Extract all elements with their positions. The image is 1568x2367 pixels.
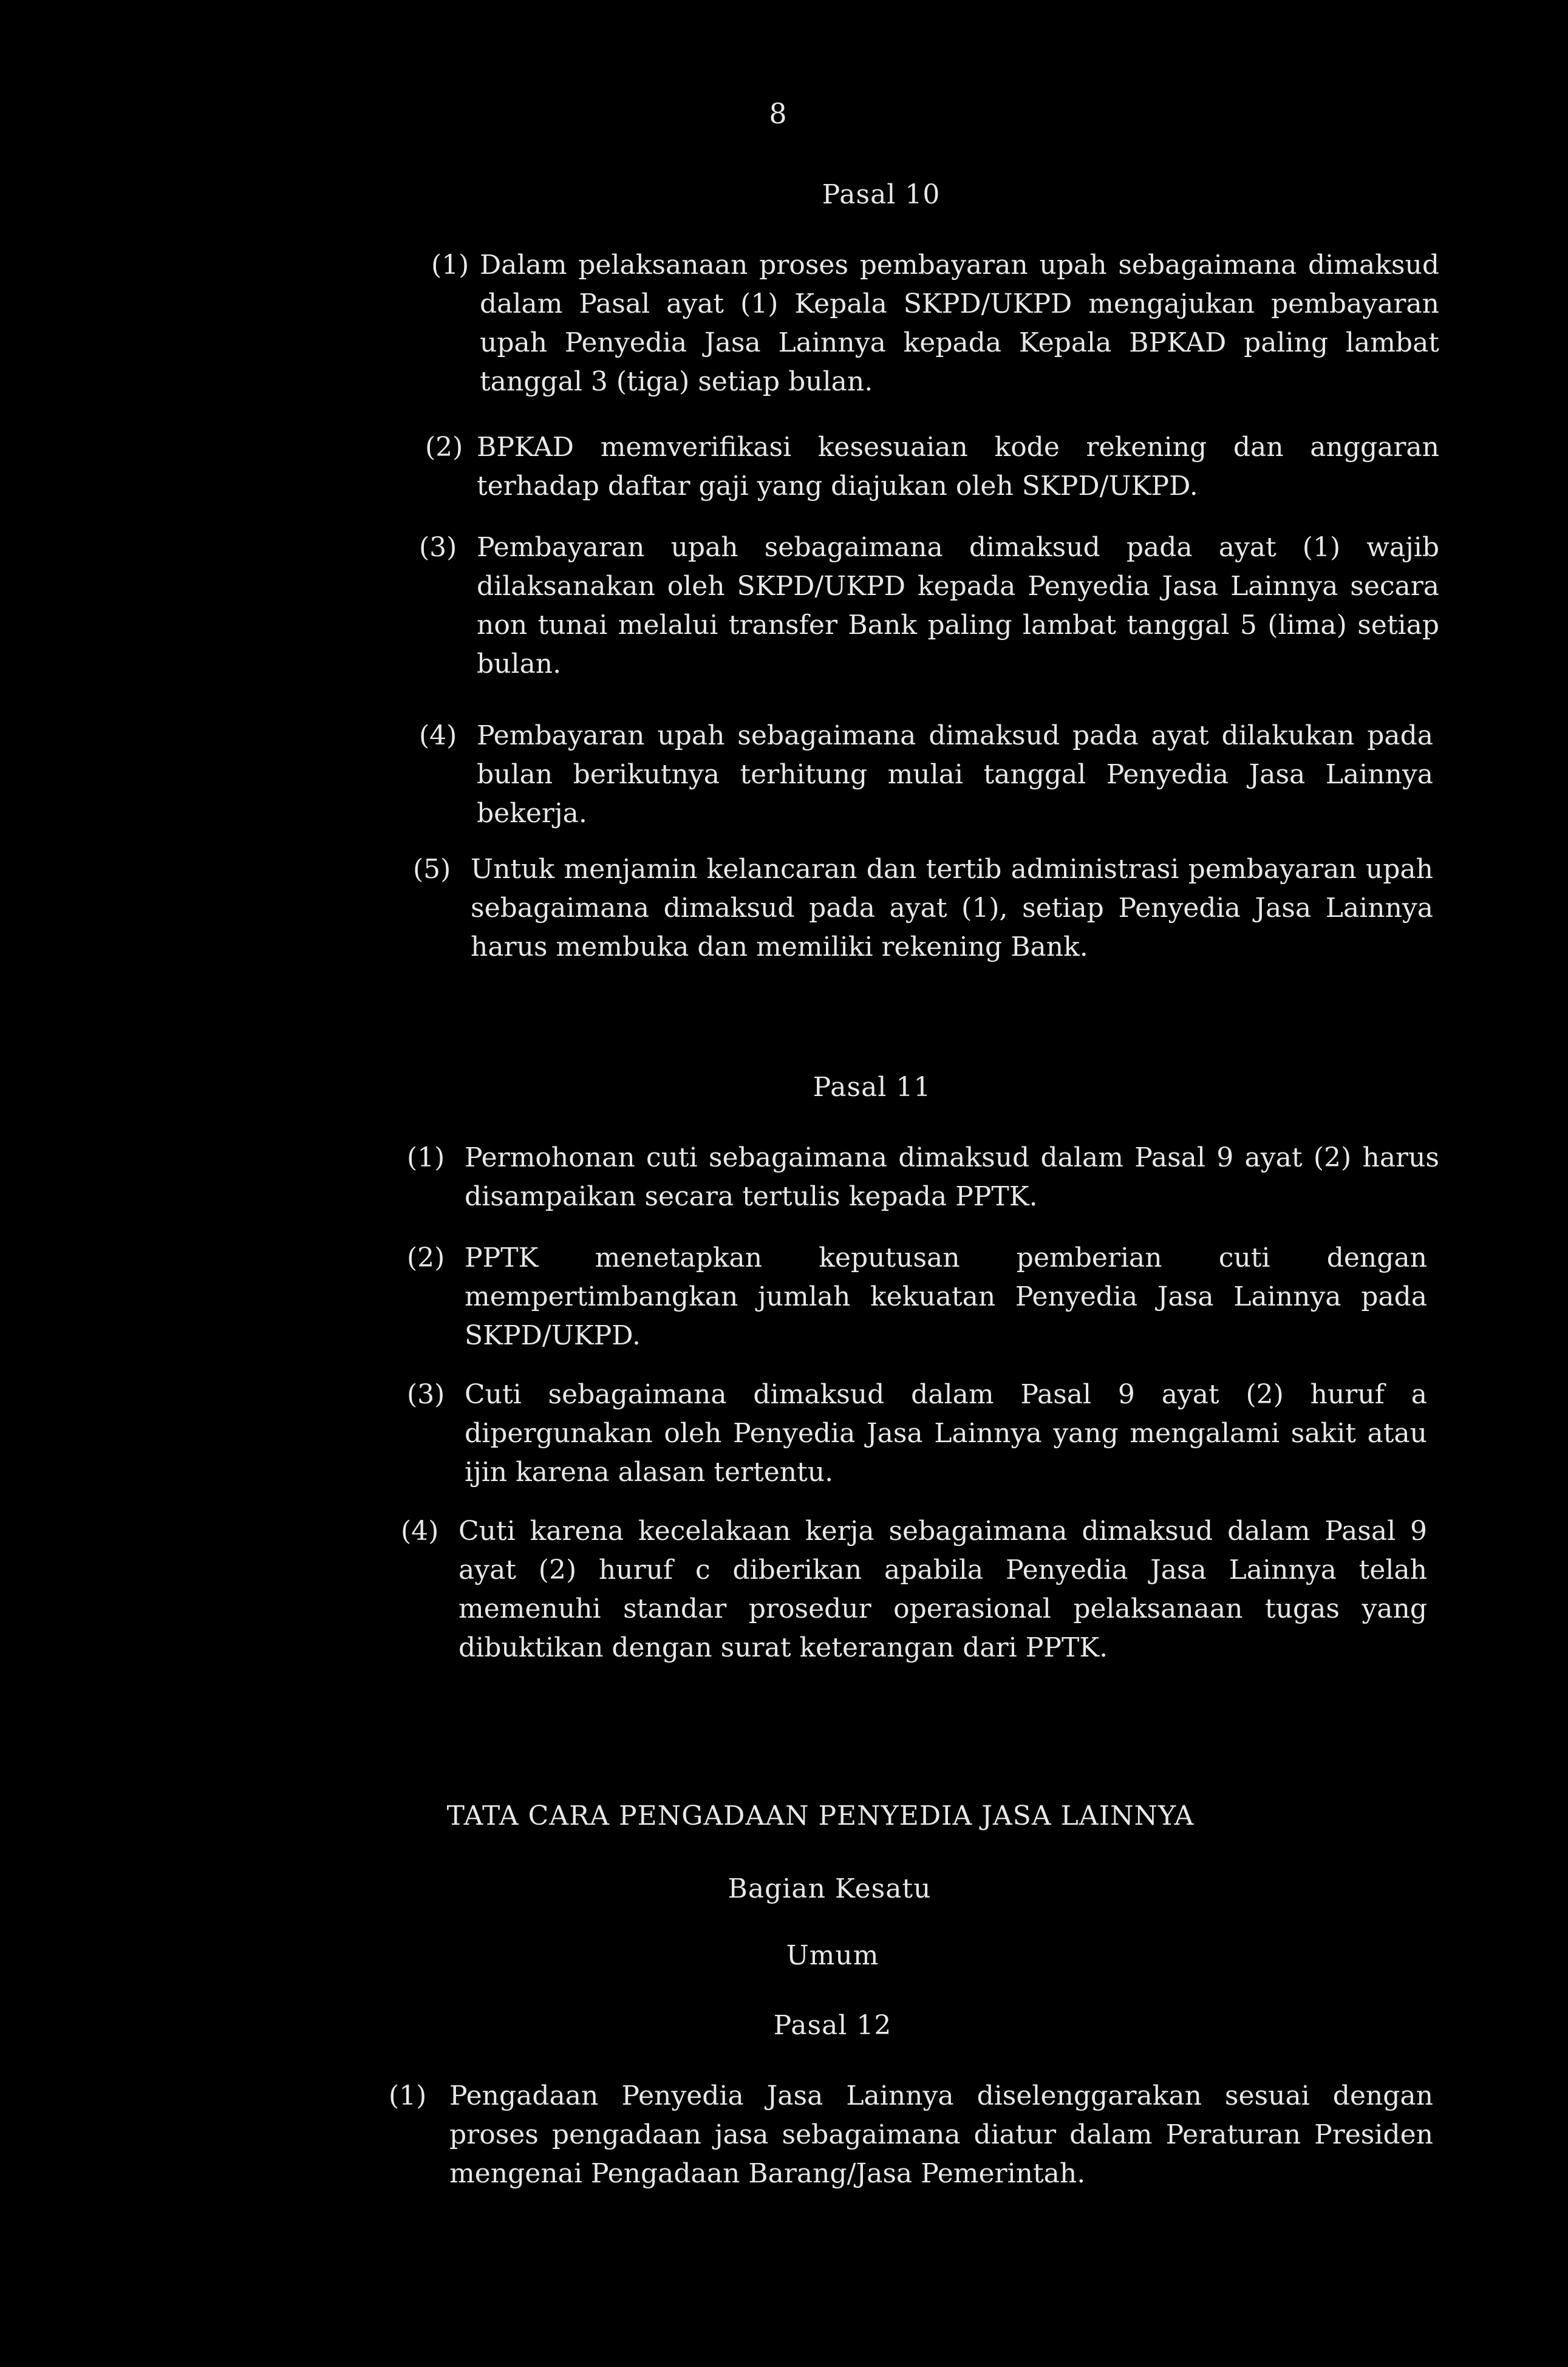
paragraph-number: (5) — [413, 854, 451, 885]
paragraph-text: Untuk menjamin kelancaran dan tertib administrasi pembayaran upah sebagaimana dimaksud pada ayat (1), setiap Penyedia Jasa Lainnya harus membuka dan memiliki rekening Bank. — [471, 854, 1433, 962]
section-heading-pasal-11: Pasal 11 — [813, 1072, 932, 1103]
paragraph-text: PPTK menetapkan keputusan pemberian cuti dengan mempertimbangkan jumlah kekuatan Penyedia Jasa Lainnya pada SKPD/UKPD. — [465, 1242, 1427, 1351]
paragraph-number: (1) — [431, 250, 469, 281]
paragraph-text: Cuti karena kecelakaan kerja sebagaimana dimaksud dalam Pasal 9 ayat (2) huruf c diberikan apabila Penyedia Jasa Lainnya telah memenuhi standar prosedur operasional pelaksanaan tugas yang dibuktikan dengan surat keterangan dari PPTK. — [458, 1516, 1427, 1663]
paragraph-number: (2) — [425, 432, 463, 463]
paragraph-number: (1) — [407, 1142, 445, 1173]
paragraph-number: (4) — [401, 1516, 439, 1547]
paragraph-text: Dalam pelaksanaan proses pembayaran upah sebagaimana dimaksud dalam Pasal ayat (1) Kepala SKPD/UKPD mengajukan pembayaran upah Penyedia Jasa Lainnya kepada Kepala BPKAD paling lambat tanggal 3 (tiga) setiap bulan. — [480, 250, 1439, 397]
chapter-title: TATA CARA PENGADAAN PENYEDIA JASA LAINNYA — [446, 1800, 1195, 1831]
paragraph-number: (1) — [389, 2080, 427, 2111]
part-subtitle: Umum — [786, 1940, 879, 1971]
paragraph-text: Pengadaan Penyedia Jasa Lainnya diselenggarakan sesuai dengan proses pengadaan jasa sebagaimana diatur dalam Peraturan Presiden mengenai Pengadaan Barang/Jasa Pemerintah. — [449, 2080, 1433, 2189]
part-title: Bagian Kesatu — [728, 1873, 932, 1904]
paragraph-text: BPKAD memverifikasi kesesuaian kode rekening dan anggaran terhadap daftar gaji yang diajukan oleh SKPD/UKPD. — [477, 432, 1439, 502]
paragraph-text: Cuti sebagaimana dimaksud dalam Pasal 9 ayat (2) huruf a dipergunakan oleh Penyedia Jasa Lainnya yang mengalami sakit atau ijin karena alasan tertentu. — [465, 1379, 1427, 1488]
paragraph-number: (4) — [419, 720, 457, 751]
paragraph-text: Permohonan cuti sebagaimana dimaksud dalam Pasal 9 ayat (2) harus disampaikan secara tertulis kepada PPTK. — [465, 1142, 1439, 1212]
paragraph-text: Pembayaran upah sebagaimana dimaksud pada ayat dilakukan pada bulan berikutnya terhitung mulai tanggal Penyedia Jasa Lainnya bekerja. — [477, 720, 1433, 829]
paragraph-text: Pembayaran upah sebagaimana dimaksud pada ayat (1) wajib dilaksanakan oleh SKPD/UKPD kepada Penyedia Jasa Lainnya secara non tunai melalui transfer Bank paling lambat tanggal 5 (lima) setiap bulan. — [477, 532, 1439, 679]
paragraph-number: (3) — [407, 1379, 445, 1410]
paragraph-number: (3) — [419, 532, 457, 563]
page-number: 8 — [769, 97, 787, 130]
section-heading-pasal-10: Pasal 10 — [822, 179, 941, 210]
section-heading-pasal-12: Pasal 12 — [773, 2010, 892, 2041]
paragraph-number: (2) — [407, 1242, 445, 1273]
